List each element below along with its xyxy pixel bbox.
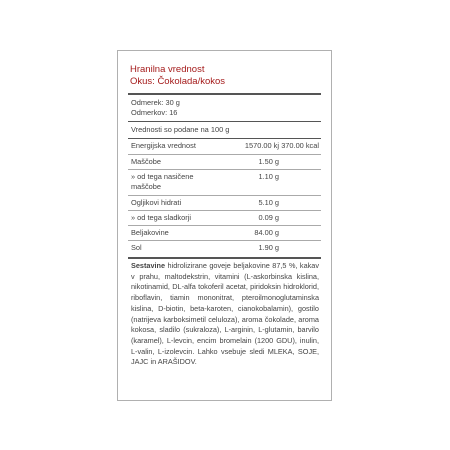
divider bbox=[128, 257, 321, 259]
divider bbox=[128, 121, 321, 122]
nutrition-facts-card bbox=[117, 50, 332, 401]
divider bbox=[128, 138, 321, 139]
nutrition-title: Hranilna vrednost bbox=[130, 64, 205, 75]
divider bbox=[128, 210, 321, 211]
nutrient-label-sugars: » od tega sladkorji bbox=[131, 213, 191, 222]
serving-size: Odmerek: 30 g bbox=[131, 98, 180, 107]
nutrient-value-protein: 84.00 g bbox=[254, 228, 279, 237]
per-100g-note: Vrednosti so podane na 100 g bbox=[131, 125, 230, 134]
nutrient-value-fat: 1.50 g bbox=[258, 157, 279, 166]
nutrient-label-energy: Energijska vrednost bbox=[131, 141, 196, 150]
nutrient-value-energy-kcal: 370.00 kcal bbox=[281, 141, 319, 150]
divider bbox=[128, 154, 321, 155]
servings-count: Odmerkov: 16 bbox=[131, 108, 178, 117]
nutrient-label-fat: Maščobe bbox=[131, 157, 161, 166]
divider bbox=[128, 93, 321, 95]
nutrient-label-protein: Beljakovine bbox=[131, 228, 169, 237]
nutrient-value-energy-kj: 1570.00 kj bbox=[244, 141, 279, 150]
divider bbox=[128, 225, 321, 226]
nutrient-value-sugars: 0.09 g bbox=[258, 213, 279, 222]
nutrient-value-salt: 1.90 g bbox=[258, 243, 279, 252]
nutrient-label-saturated-fat-line2: maščobe bbox=[131, 182, 161, 191]
nutrient-value-saturated-fat: 1.10 g bbox=[258, 172, 279, 181]
ingredients-text: hidrolizirane goveje beljakovine 87,5 %, kakav v prahu, maltodekstrin, vitamini (L-askorbinska kislina, nikotinamid, DL-alfa tokoferil acetat, piridoksin hidroklorid, riboflavin, tiamin mononitrat, pteroilmonoglutaminska kislina, D-biotin, beta-karoten, cianokobalamin), gostilo (natrijeva karboksimetil celuloza), aroma čokolade, aroma kokosa, sladilo (sukraloza), L-arginin, L-glutamin, barvilo (karamel), L-levcin, encim bromelain (1200 GDU), inulin, L-valin, L-izolevcin. Lahko vsebuje sledi MLEKA, SOJE, JAJC in ARAŠIDOV. bbox=[131, 261, 319, 367]
ingredients-block bbox=[131, 261, 319, 368]
nutrient-label-carbs: Ogljikovi hidrati bbox=[131, 198, 182, 207]
divider bbox=[128, 195, 321, 196]
ingredients-title: Sestavine bbox=[131, 261, 166, 270]
divider bbox=[128, 169, 321, 170]
flavor-label: Okus: Čokolada/kokos bbox=[130, 76, 226, 87]
divider bbox=[128, 240, 321, 241]
nutrition-header bbox=[130, 64, 225, 88]
nutrient-value-carbs: 5.10 g bbox=[258, 198, 279, 207]
nutrient-label-saturated-fat: » od tega nasičene bbox=[131, 172, 194, 181]
nutrient-label-salt: Sol bbox=[131, 243, 142, 252]
